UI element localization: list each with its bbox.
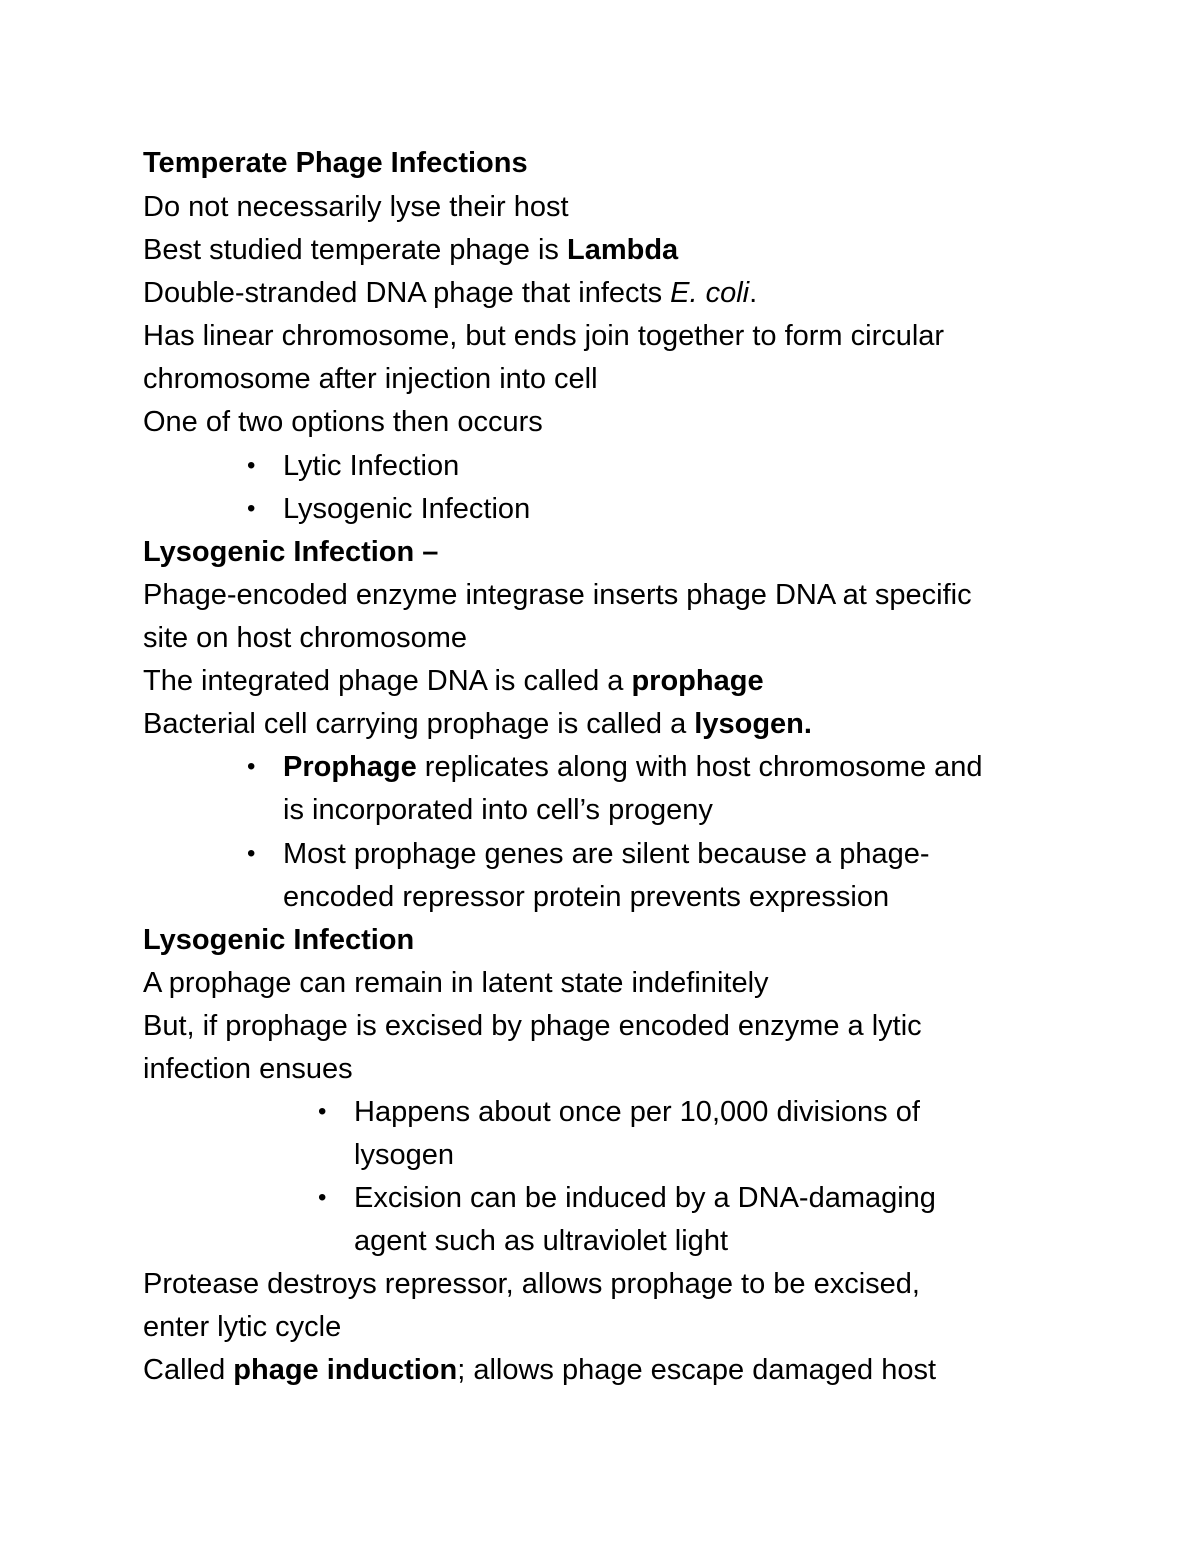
bold-term-prophage: Prophage — [283, 751, 417, 783]
text-span: Bacterial cell carrying prophage is called a — [143, 708, 695, 740]
text-line: site on host chromosome — [143, 622, 467, 654]
text-line: Phage-encoded enzyme integrase inserts phage DNA at specific — [143, 579, 972, 611]
list-item-continuation: lysogen — [354, 1139, 454, 1171]
text-span: Best studied temperate phage is — [143, 234, 567, 266]
bold-term-phage-induction: phage induction — [233, 1354, 458, 1386]
list-item: Excision can be induced by a DNA-damaging — [354, 1182, 936, 1214]
list-item: Lysogenic Infection — [283, 493, 531, 525]
section-heading: Lysogenic Infection — [143, 924, 415, 956]
bullet-icon: • — [318, 1098, 327, 1125]
text-line — [143, 663, 764, 699]
text-span: . — [749, 277, 758, 309]
text-span: Called — [143, 1354, 234, 1386]
bullet-icon: • — [247, 753, 256, 780]
text-line: But, if prophage is excised by phage encoded enzyme a lytic — [143, 1010, 922, 1042]
section-heading: Lysogenic Infection – — [143, 536, 439, 568]
bold-term-lambda: Lambda — [566, 234, 679, 266]
list-item: Happens about once per 10,000 divisions of — [354, 1096, 920, 1128]
text-line — [143, 1352, 936, 1388]
text-span: ; allows phage escape damaged host — [457, 1354, 937, 1386]
text-line: One of two options then occurs — [143, 406, 543, 438]
text-span: replicates along with host chromosome and — [416, 751, 983, 783]
text-line — [143, 706, 812, 742]
list-item-continuation: agent such as ultraviolet light — [354, 1225, 728, 1257]
text-line: enter lytic cycle — [143, 1311, 342, 1343]
text-span: Double-stranded DNA phage that infects — [143, 277, 671, 309]
list-item-continuation: is incorporated into cell’s progeny — [283, 794, 713, 826]
text-line: Has linear chromosome, but ends join together to form circular — [143, 320, 945, 352]
list-item: Lytic Infection — [283, 450, 460, 482]
list-item — [283, 749, 983, 785]
doc-title: Temperate Phage Infections — [143, 147, 528, 179]
text-line: A prophage can remain in latent state indefinitely — [143, 967, 769, 999]
list-item-continuation: encoded repressor protein prevents expression — [283, 881, 890, 913]
text-line: Do not necessarily lyse their host — [143, 191, 569, 223]
text-line — [143, 275, 757, 311]
bullet-icon: • — [247, 452, 256, 479]
bullet-icon: • — [247, 495, 256, 522]
bullet-icon: • — [247, 840, 256, 867]
text-line — [143, 232, 678, 268]
bullet-icon: • — [318, 1184, 327, 1211]
text-span: The integrated phage DNA is called a — [143, 665, 632, 697]
italic-term-ecoli: E. coli — [670, 277, 750, 309]
list-item: Most prophage genes are silent because a phage- — [283, 838, 930, 870]
text-line: chromosome after injection into cell — [143, 363, 598, 395]
bold-term-lysogen: lysogen. — [694, 708, 812, 740]
text-line: Protease destroys repressor, allows prophage to be excised, — [143, 1268, 920, 1300]
bold-term-prophage: prophage — [631, 665, 764, 697]
text-line: infection ensues — [143, 1053, 353, 1085]
